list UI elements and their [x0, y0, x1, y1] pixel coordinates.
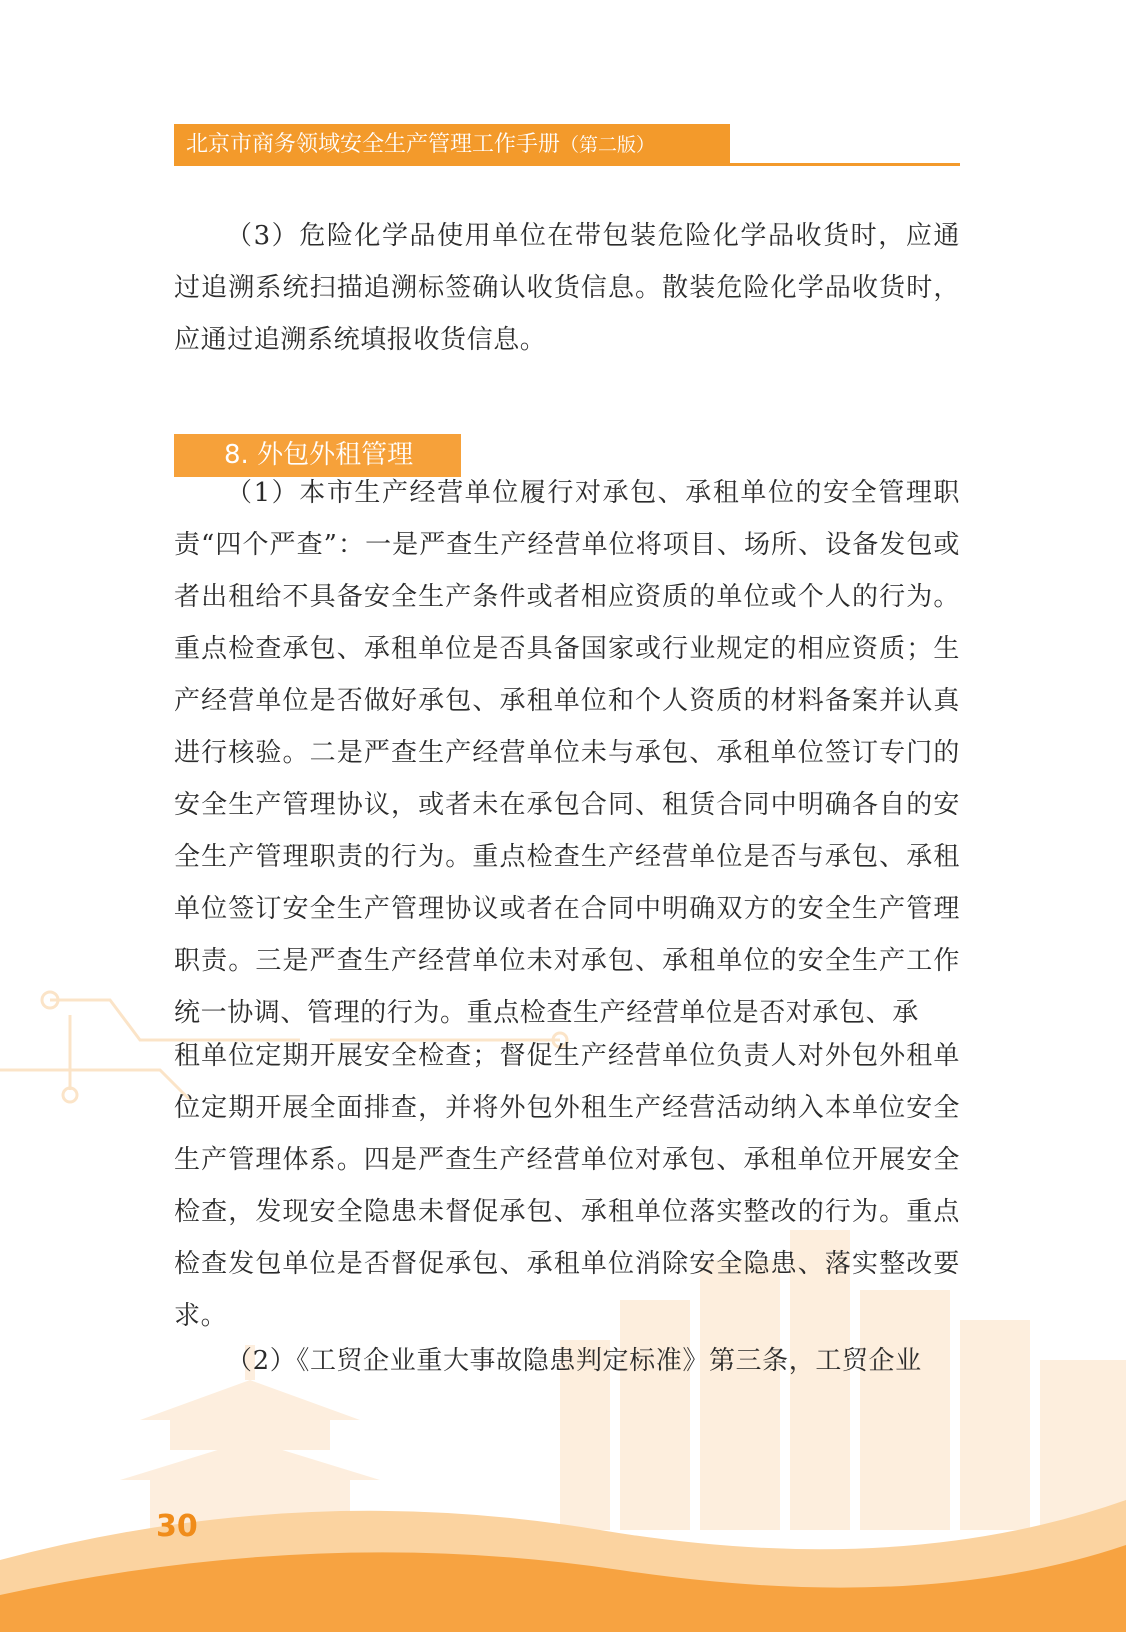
handbook-title: 北京市商务领域安全生产管理工作手册 [186, 132, 561, 157]
header-divider [174, 163, 960, 166]
page-number: 30 [156, 1509, 198, 1544]
handbook-header [174, 124, 730, 165]
section-paragraph-1b: 租单位定期开展安全检查；督促生产经营单位负责人对外包外租单位定期开展全面排查，并将外包外租生产经营活动纳入本单位安全生产管理体系。四是严查生产经营单位对承包、承租单位开展安全检查，发现安全隐患未督促承包、承租单位落实整改的行为。重点检查发包单位是否督促承包、承租单位消除安全隐患、落实整改要求。 [174, 1041, 960, 1331]
section-heading: 8. 外包外租管理 [174, 434, 461, 477]
intro-paragraph: （3）危险化学品使用单位在带包装危险化学品收货时，应通过追溯系统扫描追溯标签确认收货信息。散装危险化学品收货时，应通过追溯系统填报收货信息。 [174, 221, 960, 355]
section-paragraph-1a: （1）本市生产经营单位履行对承包、承租单位的安全管理职责“四个严查”：一是严查生产经营单位将项目、场所、设备发包或者出租给不具备安全生产条件或者相应资质的单位或个人的行为。重点检查承包、承租单位是否具备国家或行业规定的相应资质；生产经营单位是否做好承包、承租单位和个人资质的材料备案并认真进行核验。二是严查生产经营单位未与承包、承租单位签订专门的安全生产管理协议，或者未在承包合同、租赁合同中明确各自的安全生产管理职责的行为。重点检查生产经营单位是否与承包、承租单位签订安全生产管理协议或者在合同中明确双方的安全生产管理职责。三是严查生产经营单位未对承包、承租单位的安全生产工作统一协调、管理的行为。重点检查生产经营单位是否对承包、承 [174, 478, 960, 1028]
section-paragraph-2: （2）《工贸企业重大事故隐患判定标准》第三条，工贸企业 [226, 1346, 922, 1376]
handbook-edition: （第二版） [560, 134, 656, 156]
